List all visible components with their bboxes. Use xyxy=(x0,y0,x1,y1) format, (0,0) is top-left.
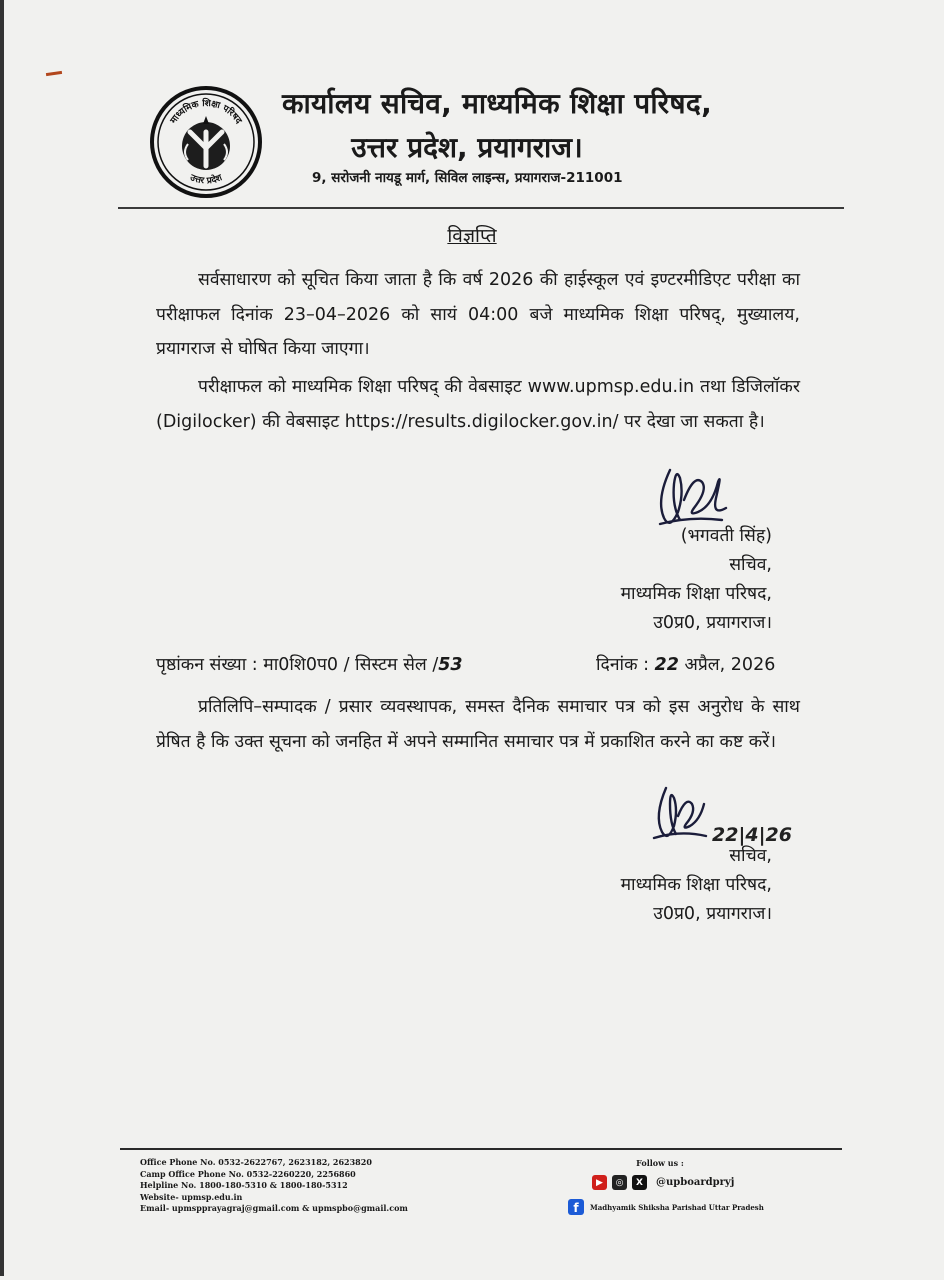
signature-2-block xyxy=(621,842,772,929)
header-rule xyxy=(118,207,844,209)
facebook-page-name[interactable]: Madhyamik Shiksha Parishad Uttar Pradesh xyxy=(590,1202,764,1212)
seal-bottom-text: उत्तर प्रदेश xyxy=(188,173,224,187)
signatory-name: (भगवती सिंह) xyxy=(680,526,772,546)
helpline: Helpline No. 1800-180-5310 & 1800-180-5312 xyxy=(140,1180,348,1190)
notice-paragraph-2 xyxy=(156,370,800,439)
reference-label: पृष्ठांकन संख्या : मा0शि0प0 / सिस्टम सेल / xyxy=(156,655,439,675)
signatory-2-place: उ0प्र0, प्रयागराज। xyxy=(653,904,772,924)
follow-us-label: Follow us : xyxy=(636,1158,684,1168)
notice-title xyxy=(0,222,944,248)
reference-date-label: दिनांक : xyxy=(596,655,649,675)
copy-paragraph-text: प्रतिलिपि–सम्पादक / प्रसार व्यवस्थापक, समस्त दैनिक समाचार पत्र को इस अनुरोध के साथ प्रेषित है कि उक्त सूचना को जनहित में अपने सम्मानित समाचार पत्र में प्रकाशित करने का कष्ट करें। xyxy=(156,697,800,752)
website: Website- upmsp.edu.in xyxy=(140,1191,243,1202)
instagram-icon[interactable]: ◎ xyxy=(612,1175,627,1190)
signatory-designation: सचिव, xyxy=(729,555,772,575)
reference-date-rest: अप्रैल, 2026 xyxy=(684,655,776,675)
x-icon[interactable]: X xyxy=(632,1175,647,1190)
seal-top-text: माध्यमिक शिक्षा परिषद xyxy=(168,98,244,126)
signatory-2-designation: सचिव, xyxy=(729,846,772,866)
notice-title-text: विज्ञप्ति xyxy=(447,225,497,247)
footer-rule xyxy=(120,1148,842,1150)
reference-date xyxy=(596,652,775,676)
copy-paragraph xyxy=(156,690,800,759)
board-seal-logo xyxy=(150,86,262,198)
office-title-line1: कार्यालय सचिव, माध्यमिक शिक्षा परिषद, xyxy=(282,87,713,120)
notice-paragraph-2-text: परीक्षाफल को माध्यमिक शिक्षा परिषद् की वेबसाइट www.upmsp.edu.in तथा डिजिलॉकर (Digilocker) की वेबसाइट https://results.digilocker.gov.in/ पर देखा जा सकता है। xyxy=(156,377,800,432)
facebook-icon[interactable]: f xyxy=(568,1199,584,1215)
signatory-place: उ0प्र0, प्रयागराज। xyxy=(653,613,772,633)
social-handle[interactable]: @upboardpryj xyxy=(656,1177,735,1188)
office-title-line2: उत्तर प्रदेश, प्रयागराज। xyxy=(351,131,583,164)
office-phone: Office Phone No. 0532-2622767, 2623182, 2623820 xyxy=(140,1157,372,1167)
signature-1-block xyxy=(621,522,772,638)
reference-number: 53 xyxy=(438,655,463,675)
office-address: 9, सरोजनी नायडू मार्ग, सिविल लाइन्स, प्रयागराज-211001 xyxy=(312,170,623,186)
facebook-row xyxy=(568,1199,764,1215)
notice-paragraph-1 xyxy=(156,263,800,367)
reference-date-day: 22 xyxy=(654,655,679,675)
email: Email- upmspprayagraj@gmail.com & upmspbo@gmail.com xyxy=(140,1203,408,1213)
signatory-2-org: माध्यमिक शिक्षा परिषद, xyxy=(620,875,772,895)
youtube-icon[interactable]: ▶ xyxy=(592,1175,607,1190)
handwritten-date: 22|4|26 xyxy=(712,824,792,846)
reference-number-line xyxy=(156,652,463,676)
notice-paragraph-1-text: सर्वसाधारण को सूचित किया जाता है कि वर्ष 2026 की हाईस्कूल एवं इण्टरमीडिएट परीक्षा का परीक्षाफल दिनांक 23–04–2026 को सायं 04:00 बजे माध्यमिक शिक्षा परिषद्, मुख्यालय, प्रयागराज से घोषित किया जाएगा। xyxy=(156,270,800,359)
camp-phone: Camp Office Phone No. 0532-2260220, 2256860 xyxy=(140,1168,356,1179)
signatory-org: माध्यमिक शिक्षा परिषद, xyxy=(620,584,772,604)
social-row xyxy=(592,1175,734,1190)
